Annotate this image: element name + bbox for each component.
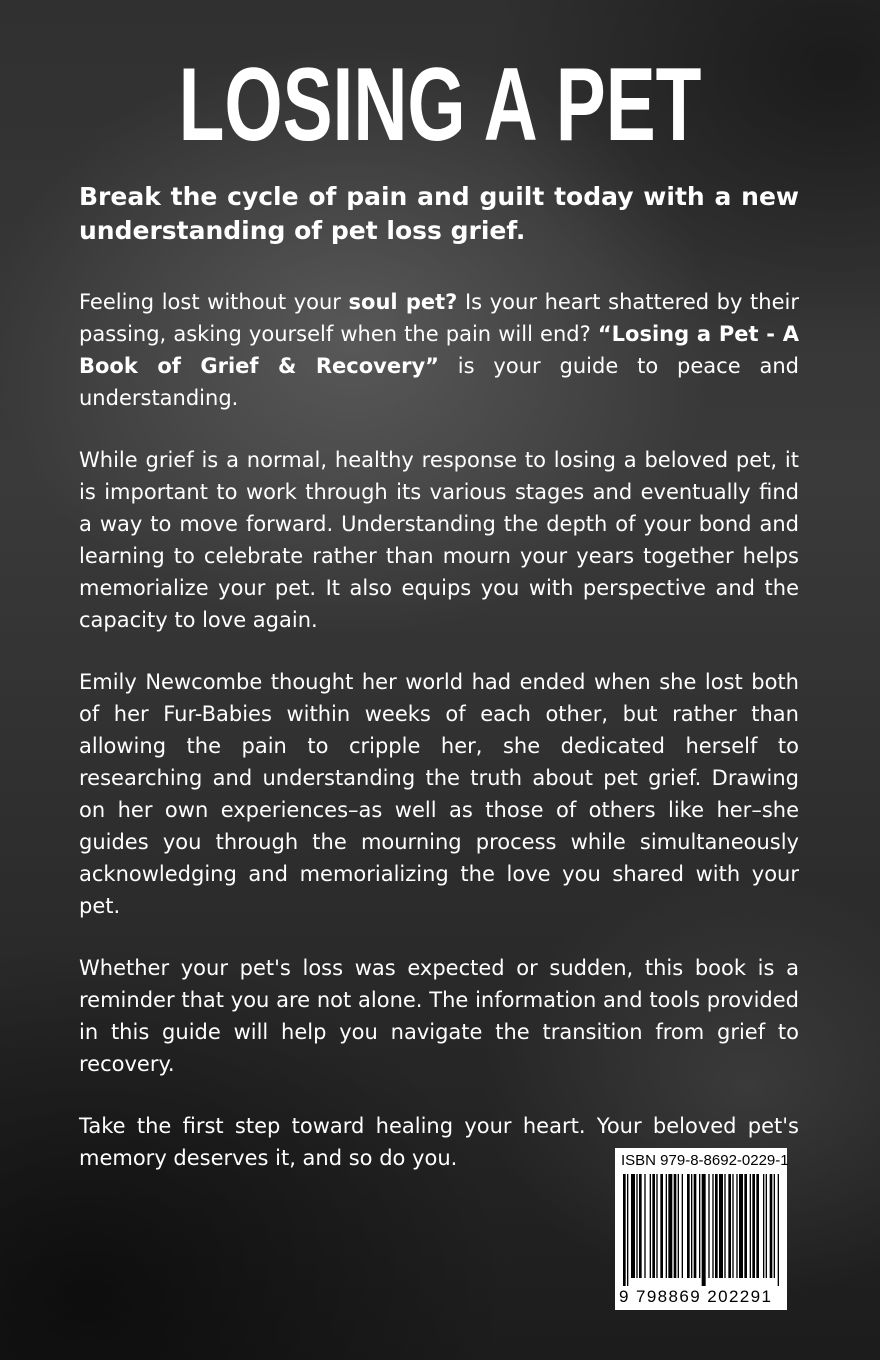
barcode-bar [674, 1174, 677, 1278]
paragraph-5: Take the first step toward healing your heart. Your beloved pet's memory deserves it, and so do you. [79, 1114, 799, 1170]
cover-title: LOSING A PET [178, 47, 702, 163]
barcode-bar [682, 1174, 683, 1278]
barcode-bar [739, 1174, 743, 1278]
paragraph-4: Whether your pet's loss was expected or sudden, this book is a reminder that you are not alone. The information and tools provided in this guide will help you navigate the transition from grief to recovery. [79, 956, 799, 1076]
barcode-bar [666, 1174, 667, 1278]
barcode-bar [774, 1174, 775, 1278]
barcode-bar [766, 1174, 767, 1278]
barcode-bar [708, 1174, 709, 1278]
barcode-bar [660, 1174, 663, 1278]
barcode-bar [712, 1174, 713, 1278]
barcode-bar [636, 1174, 637, 1278]
paragraph-3: Emily Newcombe thought her world had ended when she lost both of her Fur-Babies within weeks of each other, but rather than allowing the pain to cripple her, she dedicated herself to researching and understanding the truth about pet grief. Drawing on her own experiences–as well as those of others like her–she guides you through the mourning process while simultaneously acknowledging and memorializing the love you shared with your pet. [79, 670, 799, 918]
isbn-barcode [615, 1148, 787, 1310]
barcode-bar [750, 1174, 751, 1278]
barcode-bar [778, 1174, 779, 1286]
barcode-bar [691, 1174, 692, 1278]
barcode-bar [702, 1174, 706, 1286]
barcode-bars-icon [623, 1174, 783, 1286]
barcode-bar [656, 1174, 657, 1278]
barcode-bar [668, 1174, 672, 1278]
paragraph-1-text-a: Feeling lost without your [79, 290, 349, 314]
barcode-bar [736, 1174, 737, 1278]
barcode-bar [650, 1174, 651, 1278]
barcode-bar [728, 1174, 731, 1278]
barcode-bar [744, 1174, 747, 1278]
barcode-bar [752, 1174, 755, 1278]
barcode-bar [756, 1174, 759, 1278]
barcode-bar [687, 1174, 690, 1278]
barcode-bar [719, 1174, 723, 1278]
lead-tagline: Break the cycle of pain and guilt today with a new understanding of pet loss grief. [79, 182, 799, 245]
isbn-label: ISBN 979-8-8692-0229-1 [621, 1152, 789, 1169]
barcode-bar [644, 1174, 645, 1278]
barcode-bar [763, 1174, 764, 1278]
barcode-bar [639, 1174, 642, 1278]
barcode-bar [770, 1174, 773, 1278]
barcode-bar [724, 1174, 725, 1278]
barcode-bar [699, 1174, 700, 1278]
barcode-bar [694, 1174, 697, 1278]
barcode-bar [623, 1174, 626, 1286]
paragraph-2: While grief is a normal, healthy response to losing a beloved pet, it is important to work through its various stages and eventually find a way to move forward. Understanding the depth of your bond and learning to celebrate rather than mourn your years together helps memorialize your pet. It also equips you with perspective and the capacity to love again. [79, 448, 799, 632]
barcode-bar [715, 1174, 718, 1278]
barcode-bar [631, 1174, 635, 1278]
paragraph-1 [79, 286, 799, 414]
paragraph-1-text-b: Is your heart shattered by their passing, asking yourself when the pain will end? [79, 290, 799, 346]
paragraph-1-text-c: is your guide to peace and understanding. [79, 354, 799, 410]
barcode-bar [678, 1174, 679, 1278]
paragraph-1-bold-soul-pet: soul pet? [348, 290, 458, 314]
barcode-bar [652, 1174, 655, 1278]
paragraph-1-bold-book-title: “Losing a Pet - A Book of Grief & Recovery” [79, 322, 799, 378]
barcode-bar [627, 1174, 628, 1286]
barcode-bar [732, 1174, 733, 1278]
barcode-number: 9 798869 202291 [619, 1287, 773, 1306]
blurb [79, 180, 799, 1204]
